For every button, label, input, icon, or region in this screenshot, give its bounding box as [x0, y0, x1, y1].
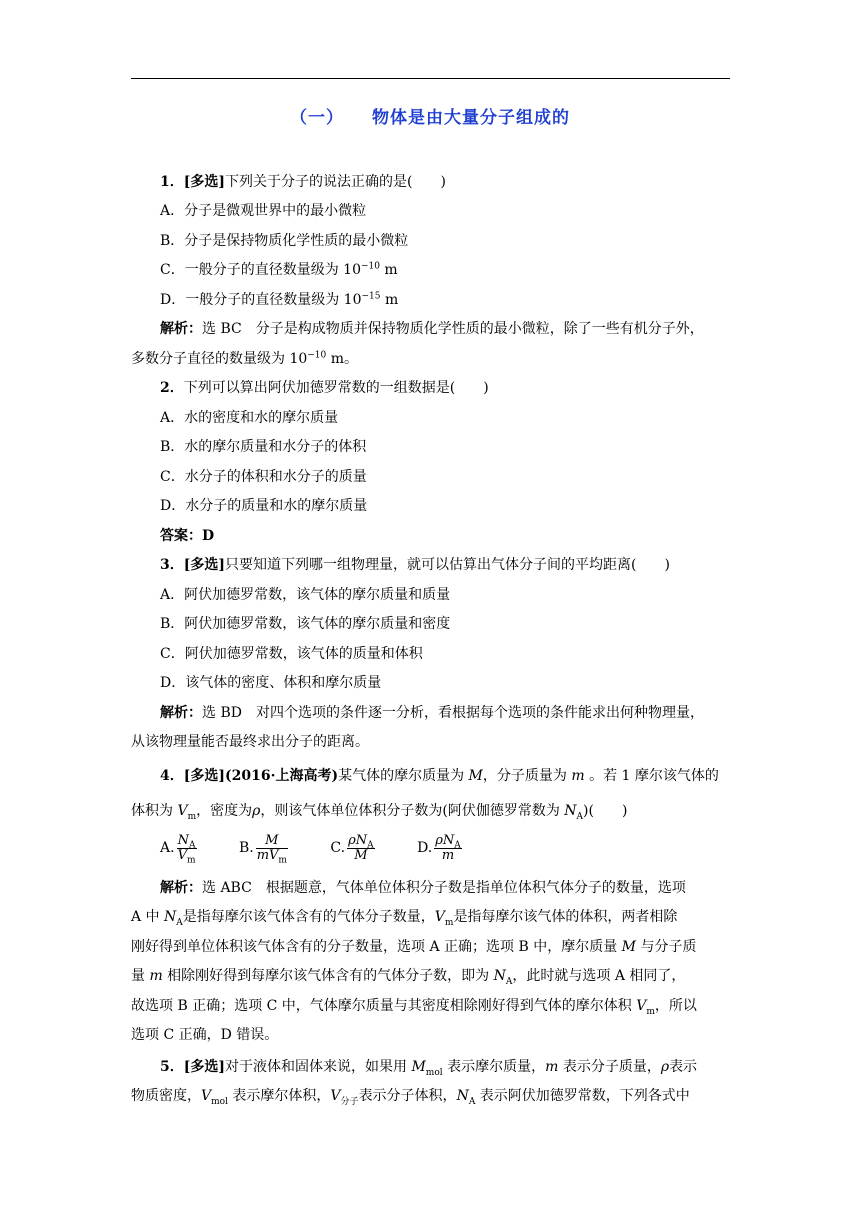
q3-option-a: A．阿伏加德罗常数，该气体的摩尔质量和质量	[160, 587, 451, 603]
q4-option-c: C. $\frac{\rho N_A}{M}$	[330, 832, 374, 863]
q4-stem-line1: 4．[多选](2016·上海高考)某气体的摩尔质量为 M，分子质量为 m 。若 1 摩尔该气体的	[160, 768, 719, 784]
q4-analysis-line1: 解析：选 ABC 根据题意，气体单位体积分子数是指单位体积气体分子的数量，选项	[160, 880, 686, 896]
q4-option-a: A. $\frac{N_A}{V_m}$	[160, 832, 196, 866]
section-title	[0, 103, 860, 128]
q2-option-b: B．水的摩尔质量和水分子的体积	[160, 439, 367, 455]
q4-analysis-line6: 选项 C 正确，D 错误。	[131, 1027, 279, 1043]
q1-option-b: B．分子是保持物质化学性质的最小微粒	[160, 233, 409, 249]
q5-stem-line2: 物质密度，$V_{mol}$ 表示摩尔体积，$V_{分子}$表示分子体积，$N_A$ 表示阿伏加德罗常数，下列各式中	[131, 1088, 690, 1107]
q3-option-d: D．该气体的密度、体积和摩尔质量	[160, 675, 382, 691]
q1-option-a: A．分子是微观世界中的最小微粒	[160, 203, 367, 219]
section-title-text: 物体是由大量分子组成的	[372, 108, 570, 128]
q4-stem-line2: 体积为 $V_m$，密度为ρ，则该气体单位体积分子数为(阿伏伽德罗常数为 $N_A$)( )	[131, 803, 628, 822]
q1-option-c: C．一般分子的直径数量级为 $10^{-10}$ m	[160, 261, 398, 278]
q4-analysis-line3: 刚好得到单位体积该气体含有的分子数量，选项 A 正确；选项 B 中，摩尔质量 M 与分子质	[131, 939, 697, 955]
q1-analysis-line2: 多数分子直径的数量级为 $10^{-10}$ m。	[131, 350, 358, 367]
q4-options	[160, 832, 500, 864]
q3-analysis-line2: 从该物理量能否最终求出分子的距离。	[131, 734, 369, 750]
q2-option-c: C．水分子的体积和水分子的质量	[160, 469, 367, 485]
top-rule	[131, 78, 730, 79]
q2-answer: 答案：D	[160, 528, 215, 544]
q3-option-b: B．阿伏加德罗常数，该气体的摩尔质量和密度	[160, 616, 451, 632]
q1-stem: 1．[多选]下列关于分子的说法正确的是( )	[160, 174, 446, 190]
q3-option-c: C．阿伏加德罗常数，该气体的质量和体积	[160, 646, 423, 662]
q2-stem: 2．下列可以算出阿伏加德罗常数的一组数据是( )	[160, 380, 489, 396]
q4-analysis-line4: 量 m 相除刚好得到每摩尔该气体含有的气体分子数，即为 $N_A$，此时就与选项 A 相同了，	[131, 968, 686, 987]
q2-option-d: D．水分子的质量和水的摩尔质量	[160, 498, 368, 514]
q3-analysis-line1: 解析：选 BD 对四个选项的条件逐一分析，看根据每个选项的条件能求出何种物理量，	[160, 705, 704, 721]
q4-analysis-line2: A 中 $N_A$是指每摩尔该气体含有的气体分子数量，$V_m$是指每摩尔该气体的体积，两者相除	[131, 909, 678, 928]
q4-option-b: B. $\frac{M}{mV_m}$	[238, 832, 287, 866]
q1-option-d: D．一般分子的直径数量级为 $10^{-15}$ m	[160, 291, 399, 308]
q4-option-d: D. $\frac{\rho N_A}{m}$	[417, 832, 461, 863]
section-number: （一）	[290, 108, 344, 128]
q3-stem: 3．[多选]只要知道下列哪一组物理量，就可以估算出气体分子间的平均距离( )	[160, 557, 670, 573]
q5-stem-line1: 5．[多选]对于液体和固体来说，如果用 $M_{mol}$ 表示摩尔质量，m 表示分子质量，ρ表示	[160, 1059, 698, 1078]
q1-analysis-line1: 解析：选 BC 分子是构成物质并保持物质化学性质的最小微粒，除了一些有机分子外，	[160, 321, 704, 337]
q2-option-a: A．水的密度和水的摩尔质量	[160, 410, 339, 426]
q4-analysis-line5: 故选项 B 正确；选项 C 中，气体摩尔质量与其密度相除刚好得到气体的摩尔体积 $V_m$，所以	[131, 998, 697, 1017]
